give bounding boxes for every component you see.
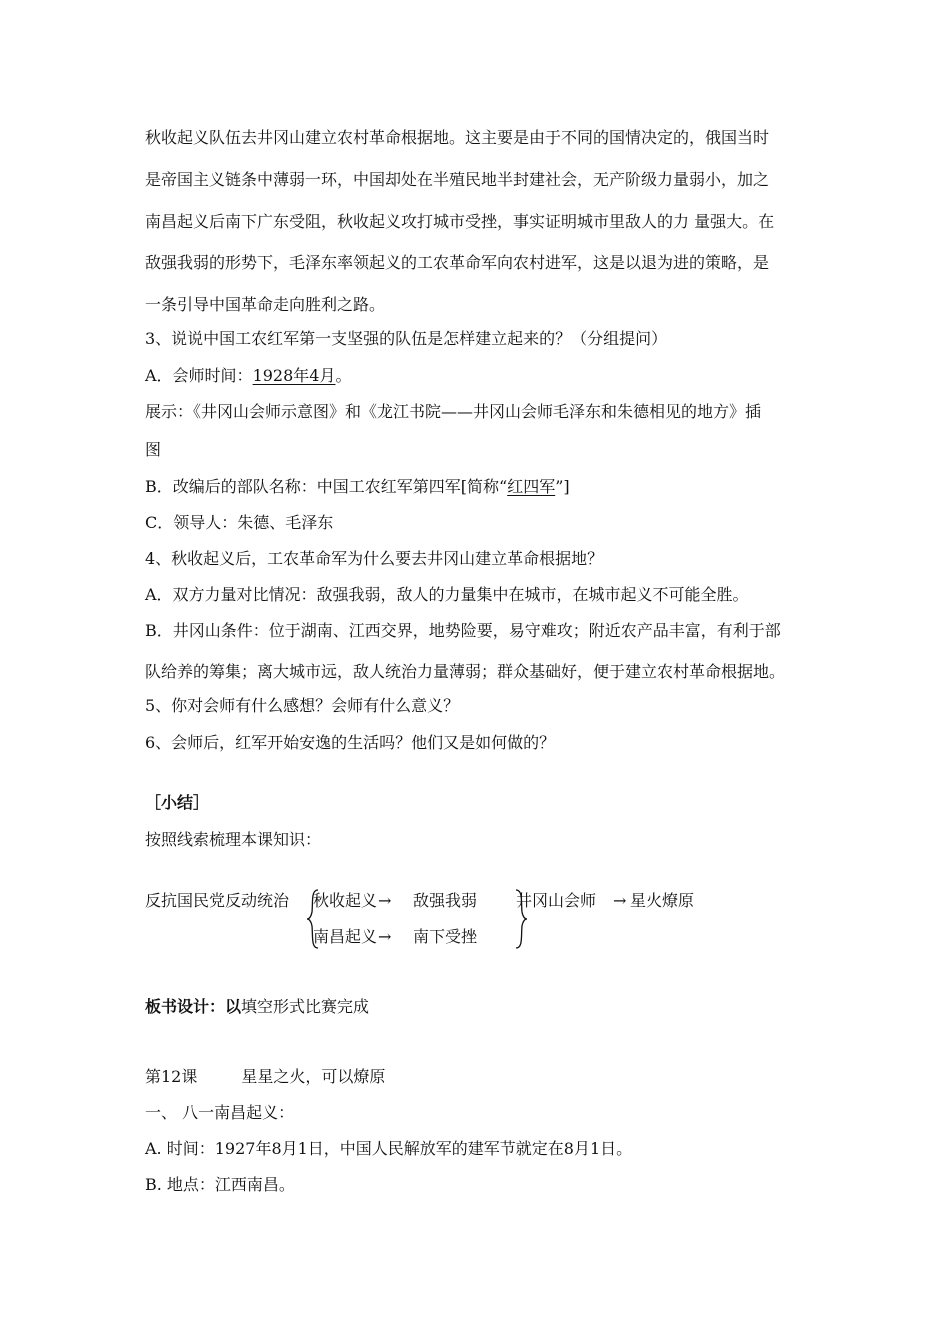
- q3-answer-c: C．领导人：朱德、毛泽东: [145, 513, 334, 532]
- paragraph-line-2: 是帝国主义链条中薄弱一环，中国却处在半殖民地半封建社会，无产阶级力量弱小，加之: [145, 170, 770, 189]
- diagram-arrow-2: →: [378, 927, 392, 946]
- question-4: 4、秋收起义后，工农革命军为什么要去井冈山建立革命根据地？: [145, 549, 604, 568]
- q3-show-line-2: 图: [145, 440, 162, 459]
- q4-answer-b-line-2: 队给养的筹集；离大城市远，敌人统治力量薄弱；群众基础好，便于建立农村革命根据地。: [145, 662, 786, 681]
- q4-answer-a: A．双方力量对比情况：敌强我弱，敌人的力量集中在城市，在城市起义不可能全胜。: [145, 585, 749, 604]
- question-3: 3、说说中国工农红军第一支坚强的队伍是怎样建立起来的？（分组提问）: [145, 329, 668, 348]
- q3-b-prefix: B．改编后的部队名称：中国工农红军第四军[简称“: [145, 477, 508, 496]
- board-label: 板书设计：以: [145, 997, 242, 1016]
- q3-a-end: 。: [335, 366, 352, 385]
- q3-answer-a: [145, 365, 351, 387]
- lesson-heading: [145, 1066, 385, 1088]
- q3-show-line-1: 展示：《井冈山会师示意图》和《龙江书院——井冈山会师毛泽东和朱德相见的地方》插: [145, 402, 762, 421]
- q3-b-value: 红四军: [507, 477, 556, 496]
- paragraph-line-5: 一条引导中国革命走向胜利之路。: [145, 295, 386, 314]
- summary-intro: 按照线索梳理本课知识：: [145, 830, 322, 849]
- diagram-end: 星火燎原: [630, 891, 695, 910]
- question-6: 6、会师后，红军开始安逸的生活吗？他们又是如何做的？: [145, 733, 556, 752]
- diagram-arrow-1: →: [378, 891, 392, 910]
- diagram-branch1-event: 秋收起义: [313, 891, 378, 910]
- diagram-arrow-3: →: [613, 891, 627, 910]
- question-5: 5、你对会师有什么感想？会师有什么意义？: [145, 696, 460, 715]
- summary-heading: ［小结］: [145, 793, 210, 812]
- paragraph-line-4: 敌强我弱的形势下，毛泽东率领起义的工农革命军向农村进军，这是以退为进的策略，是: [145, 253, 770, 272]
- diagram-merge: 井冈山会师: [516, 891, 597, 910]
- q4-answer-b-line-1: B．井冈山条件：位于湖南、江西交界，地势险要，易守难攻；附近农产品丰富，有利于部: [145, 621, 781, 640]
- section-1-heading: 一、 八一南昌起义：: [145, 1103, 295, 1122]
- section-1-item-a: A. 时间：1927年8月1日，中国人民解放军的建军节就定在8月1日。: [145, 1139, 633, 1158]
- q3-a-prefix: A．会师时间：: [145, 366, 253, 385]
- lesson-title: 星星之火，可以燎原: [241, 1067, 386, 1086]
- board-text: 填空形式比赛完成: [241, 997, 370, 1016]
- paragraph-line-1: 秋收起义队伍去井冈山建立农村革命根据地。这主要是由于不同的国情决定的，俄国当时: [145, 128, 770, 147]
- diagram-branch1-result: 敌强我弱: [413, 891, 478, 910]
- q3-a-value: 1928年4月: [252, 366, 336, 385]
- q3-b-suffix: ”]: [555, 477, 570, 496]
- diagram-branch2-result: 南下受挫: [413, 927, 478, 946]
- q3-answer-b: [145, 476, 570, 498]
- section-1-item-b: B. 地点：江西南昌。: [145, 1175, 295, 1194]
- diagram-start: 反抗国民党反动统治: [145, 891, 290, 910]
- diagram-branch2-event: 南昌起义: [313, 927, 378, 946]
- paragraph-line-3: 南昌起义后南下广东受阻，秋收起义攻打城市受挫，事实证明城市里敌人的力 量强大。在: [145, 212, 775, 231]
- lesson-number: 第12课: [145, 1067, 198, 1086]
- board-design: [145, 996, 369, 1018]
